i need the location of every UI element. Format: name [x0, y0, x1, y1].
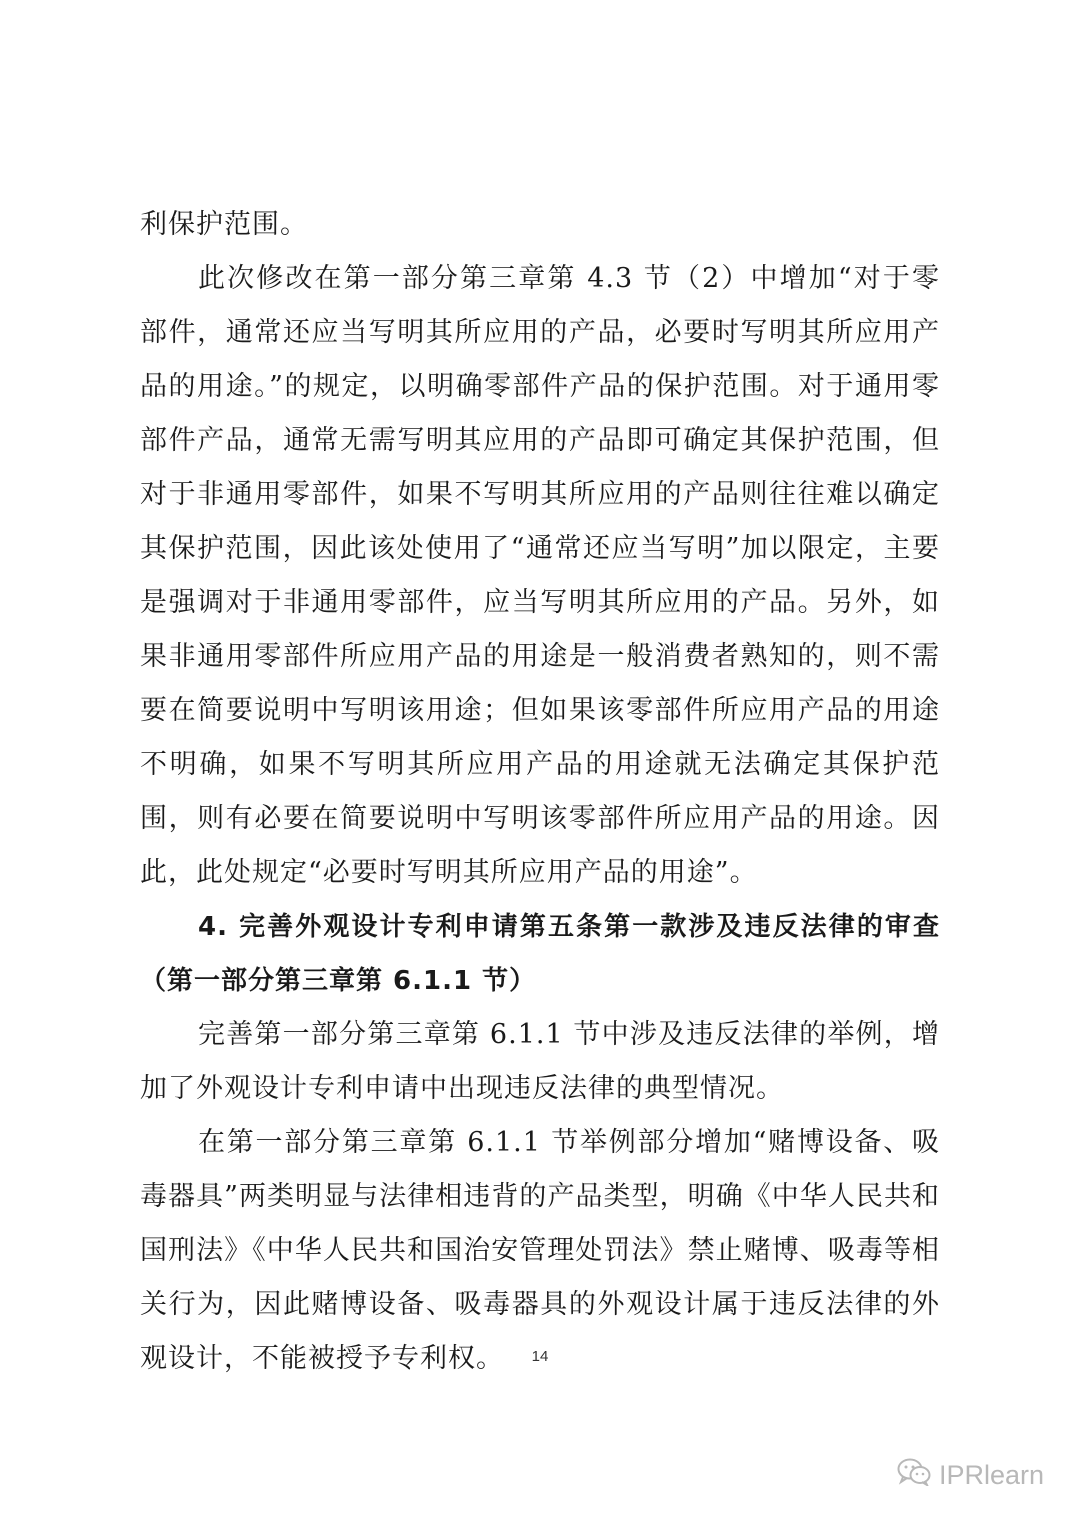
- section-heading: 4. 完善外观设计专利申请第五条第一款涉及违反法律的审查（第一部分第三章第 6.1.1 节）: [140, 912, 940, 996]
- continuation-paragraph: 利保护范围。: [140, 209, 308, 240]
- watermark-text: IPRlearn: [938, 1460, 1044, 1490]
- document-body: [140, 198, 940, 1386]
- page-number: 14: [531, 1348, 549, 1365]
- body-paragraph: 此次修改在第一部分第三章第 4.3 节（2）中增加“对于零部件，通常还应当写明其所应用的产品，必要时写明其所应用产品的用途。”的规定，以明确零部件产品的保护范围。对于通用零部件产品，通常无需写明其应用的产品即可确定其保护范围，但对于非通用零部件，如果不写明其所应用的产品则往往难以确定其保护范围，因此该处使用了“通常还应当写明”加以限定，主要是强调对于非通用零部件，应当写明其所应用的产品。另外，如果非通用零部件所应用产品的用途是一般消费者熟知的，则不需要在简要说明中写明该用途；但如果该零部件所应用产品的用途不明确，如果不写明其所应用产品的用途就无法确定其保护范围，则有必要在简要说明中写明该零部件所应用产品的用途。因此，此处规定“必要时写明其所应用产品的用途”。: [140, 263, 940, 888]
- body-paragraph: 完善第一部分第三章第 6.1.1 节中涉及违反法律的举例，增加了外观设计专利申请中出现违反法律的典型情况。: [140, 1019, 940, 1104]
- watermark: [897, 1458, 1044, 1493]
- body-paragraph: 在第一部分第三章第 6.1.1 节举例部分增加“赌博设备、吸毒器具”两类明显与法律相违背的产品类型，明确《中华人民共和国刑法》《中华人民共和国治安管理处罚法》禁止赌博、吸毒等相关行为，因此赌博设备、吸毒器具的外观设计属于违反法律的外观设计，不能被授予专利权。: [140, 1127, 940, 1374]
- wechat-icon: [897, 1458, 931, 1493]
